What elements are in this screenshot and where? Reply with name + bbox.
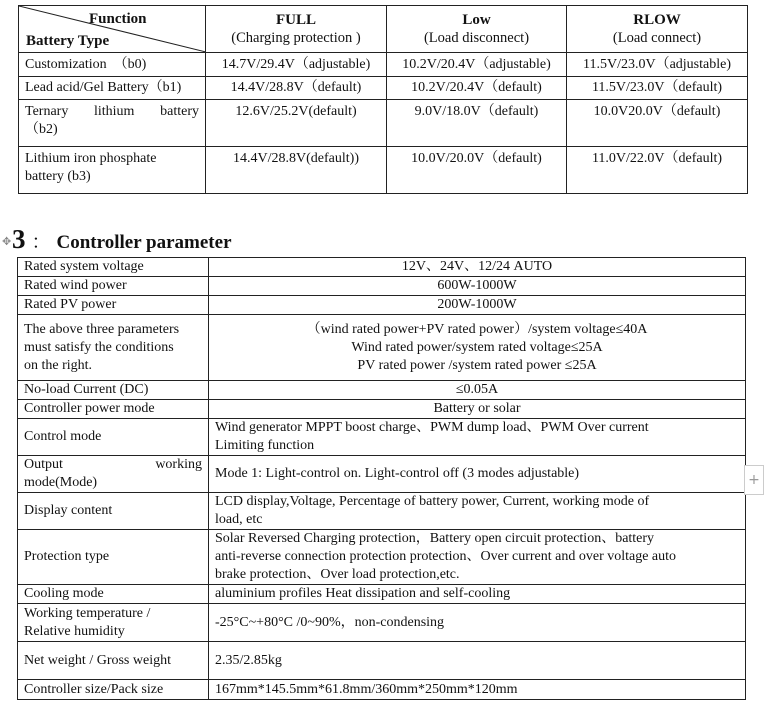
table-row	[18, 381, 746, 400]
param-value	[209, 530, 746, 585]
param-value: Battery or solar	[209, 400, 746, 419]
battery-type-label: Battery Type	[26, 33, 110, 49]
value-line: Wind generator MPPT boost charge、PWM dump load、PWM Over current	[215, 420, 649, 435]
low-column-header	[387, 6, 567, 53]
rlow-title: RLOW	[633, 12, 681, 28]
table-row	[18, 680, 746, 700]
table-row	[18, 400, 746, 419]
value-line: brake protection、Over load protection,etc.	[215, 567, 460, 582]
full-value: 14.4V/28.8V（default)	[206, 77, 387, 100]
param-label	[18, 315, 209, 381]
value-line: Wind rated power/system rated voltage≤25A	[351, 339, 603, 355]
param-value: 600W-1000W	[209, 277, 746, 296]
table-row	[18, 456, 746, 493]
table-row	[18, 419, 746, 456]
value-line: LCD display,Voltage, Percentage of battery power, Current, working mode of	[215, 494, 650, 509]
param-value: -25°C~+80°C /0~90%，non-condensing	[209, 604, 746, 642]
table-row	[19, 53, 748, 77]
value-line: Limiting function	[215, 438, 315, 453]
full-title: FULL	[275, 12, 316, 28]
param-value	[209, 419, 746, 456]
full-value: 12.6V/25.2V(default)	[206, 100, 387, 147]
section-number: 3	[12, 224, 26, 254]
battery-type-line1: Ternary lithium battery	[25, 104, 199, 119]
battery-parameter-table	[18, 5, 748, 194]
table-row	[18, 604, 746, 642]
table-row	[18, 530, 746, 585]
value-line: anti-reverse connection protection protection、Over current and over voltage auto	[215, 549, 677, 564]
section-title: Controller parameter	[56, 232, 232, 253]
rlow-value: 10.0V20.0V（default)	[567, 100, 748, 147]
battery-table-header	[19, 6, 748, 53]
param-label: No-load Current (DC)	[18, 381, 209, 400]
table-row	[18, 296, 746, 315]
table-row	[19, 100, 748, 147]
full-value: 14.4V/28.8V(default))	[206, 147, 387, 194]
table-row	[18, 493, 746, 530]
table-row	[19, 147, 748, 194]
param-value: 167mm*145.5mm*61.8mm/360mm*250mm*120mm	[209, 680, 746, 700]
battery-type-line2: （b2)	[25, 122, 58, 137]
value-line: PV rated power /system rated power ≤25A	[357, 357, 597, 373]
param-value: 2.35/2.85kg	[209, 642, 746, 680]
section-heading	[12, 224, 232, 255]
param-label: Protection type	[18, 530, 209, 585]
param-label: Display content	[18, 493, 209, 530]
label-line: Output working	[24, 457, 202, 472]
param-label: Net weight / Gross weight	[18, 642, 209, 680]
battery-type-line2: battery (b3)	[25, 169, 91, 184]
param-label: Cooling mode	[18, 585, 209, 604]
label-line: on the right.	[24, 357, 93, 373]
param-value: 12V、24V、12/24 AUTO	[209, 258, 746, 277]
label-line: Working temperature /	[24, 605, 151, 621]
full-subtitle: (Charging protection )	[231, 30, 361, 46]
section-separator: ：	[31, 232, 51, 253]
table-row	[18, 642, 746, 680]
param-label: Controller power mode	[18, 400, 209, 419]
low-value: 9.0V/18.0V（default)	[387, 100, 567, 147]
table-row	[18, 277, 746, 296]
param-value: 200W-1000W	[209, 296, 746, 315]
table-row	[18, 585, 746, 604]
rlow-value: 11.5V/23.0V（default)	[567, 77, 748, 100]
param-value: ≤0.05A	[209, 381, 746, 400]
param-label	[18, 456, 209, 493]
battery-type-line1: Lithium iron phosphate	[25, 151, 157, 166]
move-table-icon[interactable]: ✥	[2, 235, 12, 248]
controller-parameter-table	[17, 257, 746, 700]
low-value: 10.2V/20.4V（default)	[387, 77, 567, 100]
rlow-value: 11.5V/23.0V（adjustable)	[567, 53, 748, 77]
param-value	[209, 493, 746, 530]
param-value	[209, 315, 746, 381]
value-line: Solar Reversed Charging protection，Battery open circuit protection、battery	[215, 531, 655, 546]
param-label: Rated PV power	[18, 296, 209, 315]
label-line: The above three parameters	[24, 321, 180, 337]
param-value: Mode 1: Light-control on. Light-control off (3 modes adjustable)	[209, 456, 746, 493]
label-line: must satisfy the conditions	[24, 339, 174, 355]
battery-type-cell: Customization （b0)	[19, 53, 206, 77]
param-label: Rated system voltage	[18, 258, 209, 277]
battery-type-cell: Lead acid/Gel Battery（b1)	[19, 77, 206, 100]
table-row	[18, 258, 746, 277]
param-label	[18, 604, 209, 642]
param-label: Control mode	[18, 419, 209, 456]
rlow-subtitle: (Load connect)	[612, 30, 702, 46]
low-value: 10.2V/20.4V（adjustable)	[387, 53, 567, 77]
battery-type-cell	[19, 100, 206, 147]
rlow-value: 11.0V/22.0V（default)	[567, 147, 748, 194]
table-row	[18, 315, 746, 381]
diagonal-header-cell	[19, 6, 206, 53]
full-value: 14.7V/29.4V（adjustable)	[206, 53, 387, 77]
param-label: Controller size/Pack size	[18, 680, 209, 700]
low-title: Low	[462, 12, 491, 28]
value-line: load, etc	[215, 512, 263, 527]
table-row	[19, 77, 748, 100]
param-label: Rated wind power	[18, 277, 209, 296]
low-value: 10.0V/20.0V（default)	[387, 147, 567, 194]
rlow-column-header	[567, 6, 748, 53]
function-label: Function	[89, 11, 147, 27]
full-column-header	[206, 6, 387, 53]
low-subtitle: (Load disconnect)	[423, 30, 530, 46]
add-column-button[interactable]: +	[744, 465, 764, 495]
battery-type-cell	[19, 147, 206, 194]
label-line: Relative humidity	[24, 623, 125, 639]
value-line: （wind rated power+PV rated power）/system voltage≤40A	[306, 321, 648, 337]
param-value: aluminium profiles Heat dissipation and self-cooling	[209, 585, 746, 604]
label-line: mode(Mode)	[24, 475, 98, 490]
